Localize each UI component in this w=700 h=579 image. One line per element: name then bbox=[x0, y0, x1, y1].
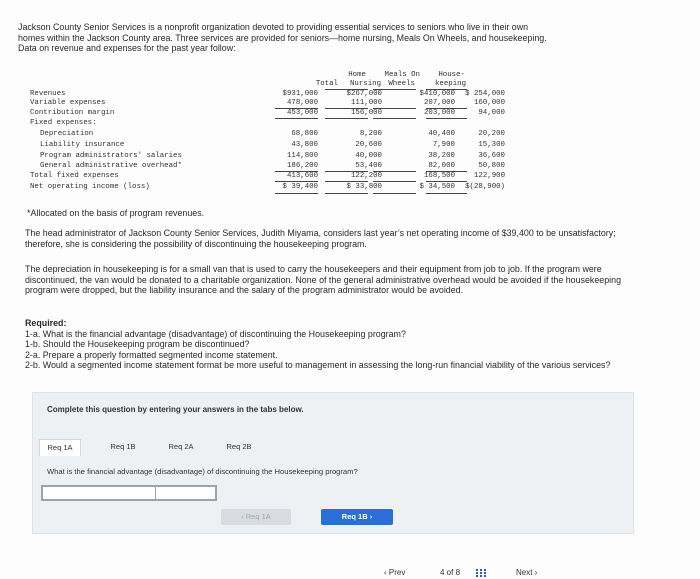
problem-intro bbox=[18, 22, 678, 54]
header-home-2: Nursing bbox=[349, 80, 381, 88]
required-item-1b: 1-b. Should the Housekeeping program be discontinued? bbox=[25, 339, 250, 349]
tab-req-1a[interactable]: Req 1A bbox=[39, 439, 81, 456]
table-row: Depreciation 68,800 8,200 40,400 20,200 bbox=[40, 130, 505, 138]
header-home-1: Home bbox=[348, 71, 366, 79]
table-row: Fixed expenses: bbox=[30, 119, 97, 127]
card-instructions: Complete this question by entering your answers in the tabs below. bbox=[47, 405, 304, 414]
table-row: General administrative overhead* 186,200 53,400 82,000 50,800 bbox=[40, 162, 505, 170]
table-row: Contribution margin 453,000 156,000 203,000 94,000 bbox=[30, 109, 505, 117]
footnote: *Allocated on the basis of program revenues. bbox=[27, 208, 205, 218]
answer-card bbox=[32, 392, 634, 534]
next-question-button[interactable]: Next › bbox=[516, 568, 538, 577]
required-item-2a: 2-a. Prepare a properly formatted segmented income statement. bbox=[25, 349, 278, 360]
next-req-button[interactable]: Req 1B › bbox=[321, 509, 393, 525]
table-row: Program administrators' salaries 114,800 40,000 38,200 36,600 bbox=[40, 152, 505, 160]
intro-line-3: Data on revenue and expenses for the past year follow: bbox=[18, 43, 236, 53]
table-row: Revenues $931,000 $267,000 $410,000 $ 254,000 bbox=[30, 90, 505, 98]
required-title: Required: bbox=[25, 318, 67, 328]
tab-req-2a[interactable]: Req 2A bbox=[168, 442, 194, 451]
header-meals-1: Meals On bbox=[384, 71, 420, 79]
answer-field-divider bbox=[155, 487, 156, 499]
answer-input[interactable] bbox=[41, 485, 217, 501]
tab-req-2b[interactable]: Req 2B bbox=[226, 442, 252, 451]
prev-question-button[interactable]: ‹ Prev bbox=[384, 568, 406, 577]
question-grid-icon[interactable] bbox=[476, 569, 486, 577]
required-item-2b: 2-b. Would a segmented income statement format be more useful to management in assessing the long-run financial viability of the various services? bbox=[25, 360, 611, 370]
table-row: Total fixed expenses 413,600 122,200 168,500 122,900 bbox=[30, 172, 505, 180]
table-row: Liability insurance 43,800 20,600 7,900 15,300 bbox=[40, 141, 505, 149]
page-indicator: 4 of 8 bbox=[440, 568, 461, 577]
prev-req-button[interactable]: ‹ Req 1A bbox=[221, 509, 291, 525]
tab-req-1b[interactable]: Req 1B bbox=[110, 442, 136, 451]
paragraph-administrator: The head administrator of Jackson County Senior Services, Judith Miyama, considers last year’s net operating income of $39,400 to be unsatisfactory; therefore, she is considering the possibility of discontinuing the housekeeping program. bbox=[25, 228, 616, 249]
required-section bbox=[25, 318, 625, 371]
paragraph-depreciation: The depreciation in housekeeping is for a small van that is used to carry the housekeepers and their equipment from job to job. If the program were discontinued, the van would be donated to a charitable organization. None of the general administrative overhead would be avoided if the housekeeping program were dropped, but the liability insurance and the salary of the program administrator would be avoided. bbox=[25, 264, 622, 295]
header-house-2: keeping bbox=[434, 80, 466, 88]
question-text: What is the financial advantage (disadvantage) of discontinuing the Housekeeping program? bbox=[47, 467, 358, 476]
intro-line-1: Jackson County Senior Services is a nonprofit organization devoted to providing essential services to seniors who live in their own bbox=[18, 22, 529, 32]
required-item-1a: 1-a. What is the financial advantage (disadvantage) of discontinuing the Housekeeping program? bbox=[25, 328, 406, 339]
header-total: Total bbox=[315, 80, 338, 88]
header-house-1: House- bbox=[438, 71, 465, 79]
table-row: Net operating income (loss) $ 39,400 $ 33,800 $ 34,500 $(28,900) bbox=[30, 183, 505, 191]
table-row: Variable expenses 478,000 111,000 207,000 160,000 bbox=[30, 99, 505, 107]
intro-line-2: homes within the Jackson County area. Three services are provided for seniors—home nursing, Meals On Wheels, and housekeeping. bbox=[18, 32, 547, 43]
header-meals-2: Wheels bbox=[388, 80, 415, 88]
